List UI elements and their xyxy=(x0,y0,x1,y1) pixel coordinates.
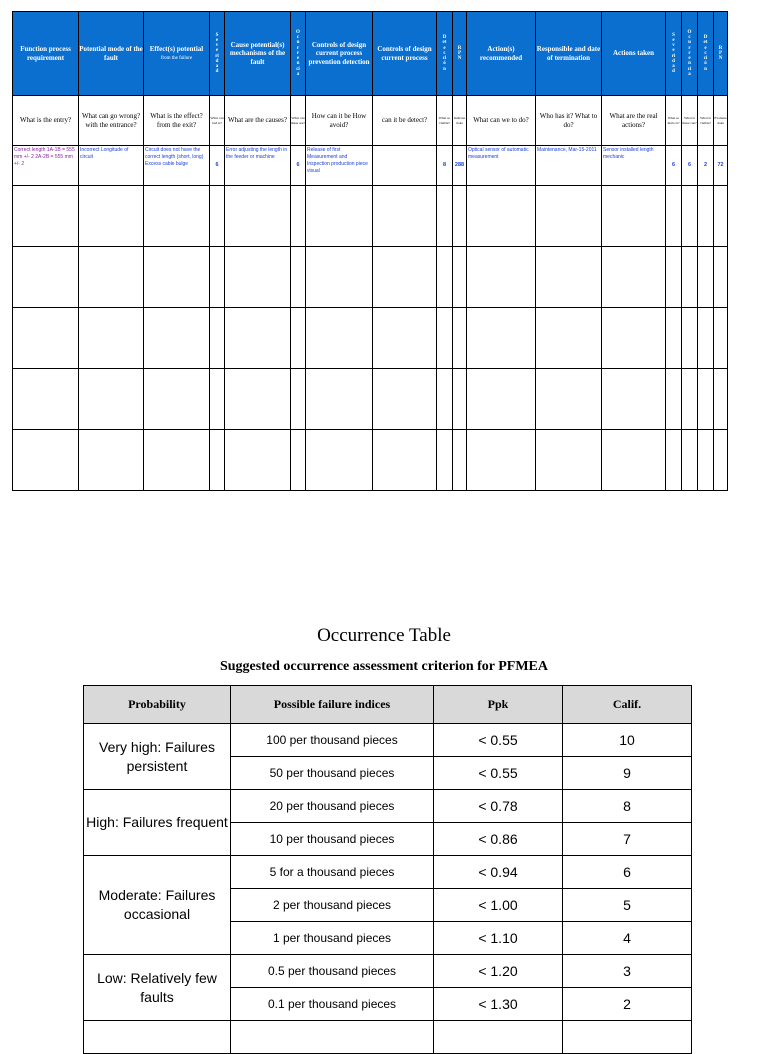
header-failure-indices: Possible failure indices xyxy=(231,686,434,724)
empty-row xyxy=(13,186,728,247)
data-row xyxy=(13,146,728,186)
question-severity-2: What so malo is? xyxy=(666,96,682,146)
question-occurrence: What can these are? xyxy=(291,96,306,146)
occurrence-subtitle: Suggested occurrence assessment criterion for PFMEA xyxy=(219,659,548,674)
header-rpn-2: RPN xyxy=(714,12,728,96)
header-mode: Potential mode of the fault xyxy=(79,12,144,96)
failure-index: 20 per thousand pieces xyxy=(231,790,434,823)
question-severity: What can bad is? xyxy=(210,96,225,146)
header-probability: Probability xyxy=(84,686,231,724)
cell-cause: Error adjusting the length in the feeder or machine xyxy=(225,146,291,186)
question-controls-prevention: How can it be How avoid? xyxy=(306,96,373,146)
probability-low: Low: Relatively few faults xyxy=(84,955,231,1021)
ppk-value: < 0.86 xyxy=(434,823,563,856)
cell-rpn-2: 72 xyxy=(714,146,728,186)
header-cause: Cause potential(s) mechanisms of the fault xyxy=(225,12,291,96)
cell-detection: 8 xyxy=(437,146,453,186)
calif-value: 10 xyxy=(563,724,692,757)
effect-header-label: Effect(s) potential xyxy=(149,44,204,53)
header-rpn: RPN xyxy=(453,12,467,96)
cell-rpn: 288 xyxy=(453,146,467,186)
empty-row xyxy=(13,430,728,491)
question-rpn-2: Evaluate risks xyxy=(714,96,728,146)
header-occurrence: Ocurrencia xyxy=(291,12,306,96)
header-detection: Detección xyxy=(437,12,453,96)
question-mode: What can go wrong? with the entrance? xyxy=(79,96,144,146)
failure-index: 0.5 per thousand pieces xyxy=(231,955,434,988)
occurrence-row xyxy=(84,724,692,757)
ppk-value: < 1.30 xyxy=(434,988,563,1021)
header-row xyxy=(13,12,728,96)
question-cause: What are the causes? xyxy=(225,96,291,146)
occurrence-title: Occurrence Table xyxy=(317,625,451,646)
header-calif: Calif. xyxy=(563,686,692,724)
question-occurrence-2: What is these can? xyxy=(682,96,698,146)
cell-actions: Optical sensor of automatic measurement xyxy=(467,146,536,186)
calif-value: 9 xyxy=(563,757,692,790)
ppk-value: < 0.94 xyxy=(434,856,563,889)
empty-row xyxy=(13,247,728,308)
ppk-value: < 1.10 xyxy=(434,922,563,955)
probability-high: High: Failures frequent xyxy=(84,790,231,856)
calif-value: 6 xyxy=(563,856,692,889)
fmea-table xyxy=(12,11,728,491)
header-occurrence-2: Ocurrencia xyxy=(682,12,698,96)
header-actions: Action(s) recommended xyxy=(467,12,536,96)
occurrence-header-row xyxy=(84,686,692,724)
header-taken: Actions taken xyxy=(602,12,666,96)
empty-row xyxy=(13,308,728,369)
failure-index: 10 per thousand pieces xyxy=(231,823,434,856)
question-responsible: Who has it? What to do? xyxy=(536,96,602,146)
cell-severity-2: 6 xyxy=(666,146,682,186)
header-effect xyxy=(144,12,210,96)
header-controls-detection: Controls of design current process xyxy=(373,12,437,96)
cell-effect: Circuit does not have the correct length (short, long) Excess cable bulge xyxy=(144,146,210,186)
cell-mode: Incorrect Longitude of circuit xyxy=(79,146,144,186)
calif-value: 7 xyxy=(563,823,692,856)
occurrence-row xyxy=(84,856,692,889)
header-controls-prevention: Controls of design current process prevention detection xyxy=(306,12,373,96)
failure-index: 5 for a thousand pieces xyxy=(231,856,434,889)
question-row xyxy=(13,96,728,146)
cell-severity: 6 xyxy=(210,146,225,186)
probability-moderate: Moderate: Failures occasional xyxy=(84,856,231,955)
question-detection: What so visible? xyxy=(437,96,453,146)
question-rpn: Indicate risks xyxy=(453,96,467,146)
cell-responsible: Maintenance, Mar-15-2011 xyxy=(536,146,602,186)
cell-occurrence: 6 xyxy=(291,146,306,186)
cell-controls-prevention: Release of first Measurement and Inspection production piece visual xyxy=(306,146,373,186)
question-actions: What can we to do? xyxy=(467,96,536,146)
cell-function: Correct length 1A-1B = 555 mm +/- 2 2A-2B = 555 mm +/- 2 xyxy=(13,146,79,186)
ppk-value: < 0.55 xyxy=(434,724,563,757)
question-taken: What are the real actions? xyxy=(602,96,666,146)
failure-index: 2 per thousand pieces xyxy=(231,889,434,922)
cell-controls-detection xyxy=(373,146,437,186)
calif-value: 3 xyxy=(563,955,692,988)
calif-value: 4 xyxy=(563,922,692,955)
header-responsible: Responsible and date of termination xyxy=(536,12,602,96)
cell-occurrence-2: 6 xyxy=(682,146,698,186)
occurrence-row xyxy=(84,955,692,988)
cell-detection-2: 2 xyxy=(698,146,714,186)
calif-value: 8 xyxy=(563,790,692,823)
empty-row xyxy=(13,369,728,430)
cell-taken: Sensor installed length mechanic xyxy=(602,146,666,186)
ppk-value: < 0.78 xyxy=(434,790,563,823)
calif-value: 2 xyxy=(563,988,692,1021)
failure-index: 1 per thousand pieces xyxy=(231,922,434,955)
question-effect: What is the effect? from the exit? xyxy=(144,96,210,146)
occurrence-row-cut-off xyxy=(84,1021,692,1054)
probability-very-high: Very high: Failures persistent xyxy=(84,724,231,790)
occurrence-row xyxy=(84,790,692,823)
failure-index: 50 per thousand pieces xyxy=(231,757,434,790)
header-ppk: Ppk xyxy=(434,686,563,724)
question-function: What is the entry? xyxy=(13,96,79,146)
header-detection-2: Detección xyxy=(698,12,714,96)
header-severity-2: Severidad xyxy=(666,12,682,96)
question-detection-2: What is visible? xyxy=(698,96,714,146)
header-severity: Severidad xyxy=(210,12,225,96)
question-controls-detection: can it be detect? xyxy=(373,96,437,146)
occurrence-table xyxy=(83,685,692,1054)
calif-value: 5 xyxy=(563,889,692,922)
failure-index: 100 per thousand pieces xyxy=(231,724,434,757)
ppk-value: < 1.00 xyxy=(434,889,563,922)
ppk-value: < 1.20 xyxy=(434,955,563,988)
header-function: Function process requirement xyxy=(13,12,79,96)
effect-header-sub: from the failure xyxy=(160,56,193,62)
failure-index: 0.1 per thousand pieces xyxy=(231,988,434,1021)
ppk-value: < 0.55 xyxy=(434,757,563,790)
